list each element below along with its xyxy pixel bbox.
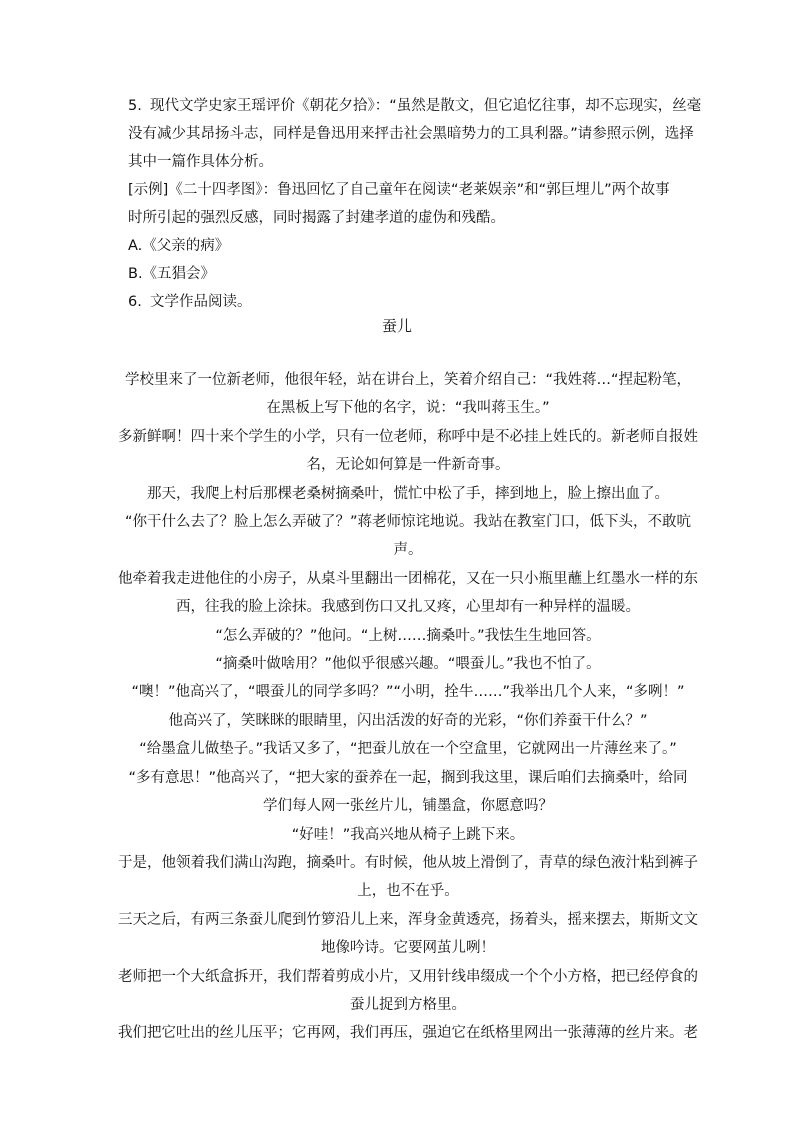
story-line: 地像吟诗。它要网茧儿咧！	[321, 940, 495, 957]
story-line: 于是，他领着我们满山沟跑，摘桑叶。有时候，他从坡上滑倒了，青草的绿色液汁粘到裤子	[118, 854, 698, 871]
question-5-line-3: 其中一篇作具体分析。	[128, 154, 273, 170]
story-line: “给墨盒儿做垫子。”我话又多了，“把蚕儿放在一个空盒里，它就网出一片薄丝来了。”	[139, 741, 677, 758]
story-line: 多新鲜啊！四十来个学生的小学，只有一位老师，称呼中是不必挂上姓氏的。新老师自报姓	[118, 428, 698, 445]
story-line: 在黑板上写下他的名字，说：“我叫蒋玉生。”	[266, 400, 550, 417]
story-line: 他高兴了，笑眯眯的眼睛里，闪出活泼的好奇的光彩，“你们养蚕干什么？”	[168, 712, 648, 729]
story-body	[118, 366, 698, 1048]
question-5-example-line-2: 时所引起的强烈反感，同时揭露了封建孝道的虚伪和残酷。	[128, 210, 505, 226]
question-6-text-1: 文学作品阅读。	[150, 294, 252, 310]
story-line: 那天，我爬上村后那棵老桑树摘桑叶，慌忙中松了手，摔到地上，脸上擦出血了。	[147, 485, 669, 502]
question-5-number: 5.	[128, 98, 142, 114]
story-line: 学校里来了一位新老师，他很年轻，站在讲台上，笑着介绍自己：“我姓蒋…“捏起粉笔，	[124, 372, 692, 388]
story-line: “多有意思！”他高兴了，“把大家的蚕养在一起，搁到我这里，课后咱们去摘桑叶，给同	[128, 769, 688, 786]
story-line: 蚕儿捉到方格里。	[350, 996, 466, 1013]
story-line: 老师把一个大纸盒拆开，我们帮着剪成小片，又用针线串缀成一个个小方格，把已经停食的	[118, 968, 698, 985]
story-line: “噢！”他高兴了，“喂蚕儿的同学多吗？”“小明，拴牛……”我举出几个人来，“多咧！”	[131, 684, 685, 701]
question-5-text-1: 现代文学史家王瑶评价《朝花夕拾》：“虽然是散文，但它追忆往事，却不忘现实，丝毫	[150, 98, 702, 114]
story-line: “你干什么去了？脸上怎么弄破了？”蒋老师惊诧地说。我站在教室门口，低下头，不敢吭	[124, 514, 692, 531]
question-5-example-line-1: [示例]《二十四孝图》：鲁迅回忆了自己童年在阅读“老莱娱亲”和“郭巨埋儿”两个故事	[128, 182, 670, 198]
question-5-line-1	[128, 92, 708, 120]
question-6-number: 6.	[128, 294, 142, 310]
question-5-option-a: A.《父亲的病》	[128, 238, 230, 254]
story-line: 三天之后，有两三条蚕儿爬到竹箩沿儿上来，浑身金黄透亮，扬着头，摇来摆去，斯斯文文	[118, 911, 698, 928]
question-5-option-b: B.《五猖会》	[128, 266, 216, 282]
story-line: 上，也不在乎。	[357, 883, 459, 900]
story-line: “摘桑叶做啥用？”他似乎很感兴趣。“喂蚕儿。”我也不怕了。	[215, 656, 601, 673]
story-line: “好哇！”我高兴地从椅子上跳下来。	[291, 826, 525, 843]
question-section	[128, 92, 708, 316]
story-line: 他牵着我走进他住的小房子，从桌斗里翻出一团棉花，又在一只小瓶里蘸上红墨水一样的东	[118, 570, 698, 587]
story-line: “怎么弄破的？”他问。“上树……摘桑叶。”我怯生生地回答。	[215, 627, 601, 644]
story-line: 名，无论如何算是一件新奇事。	[306, 457, 510, 474]
story-title: 蚕儿	[381, 317, 412, 335]
story-line: 西，往我的脸上涂抹。我感到伤口又扎又疼，心里却有一种异样的温暖。	[176, 599, 640, 616]
story-line: 声。	[393, 542, 423, 559]
story-line: 学们每人网一张丝片儿，铺墨盒，你愿意吗？	[263, 798, 553, 815]
story-line: 我们把它吐出的丝儿压平；它再网，我们再压，强迫它在纸格里网出一张薄薄的丝片来。老	[118, 1025, 698, 1042]
question-5-line-2: 没有减少其昂扬斗志，同样是鲁迅用来抨击社会黑暗势力的工具利器。”请参照示例，选择	[128, 126, 694, 142]
